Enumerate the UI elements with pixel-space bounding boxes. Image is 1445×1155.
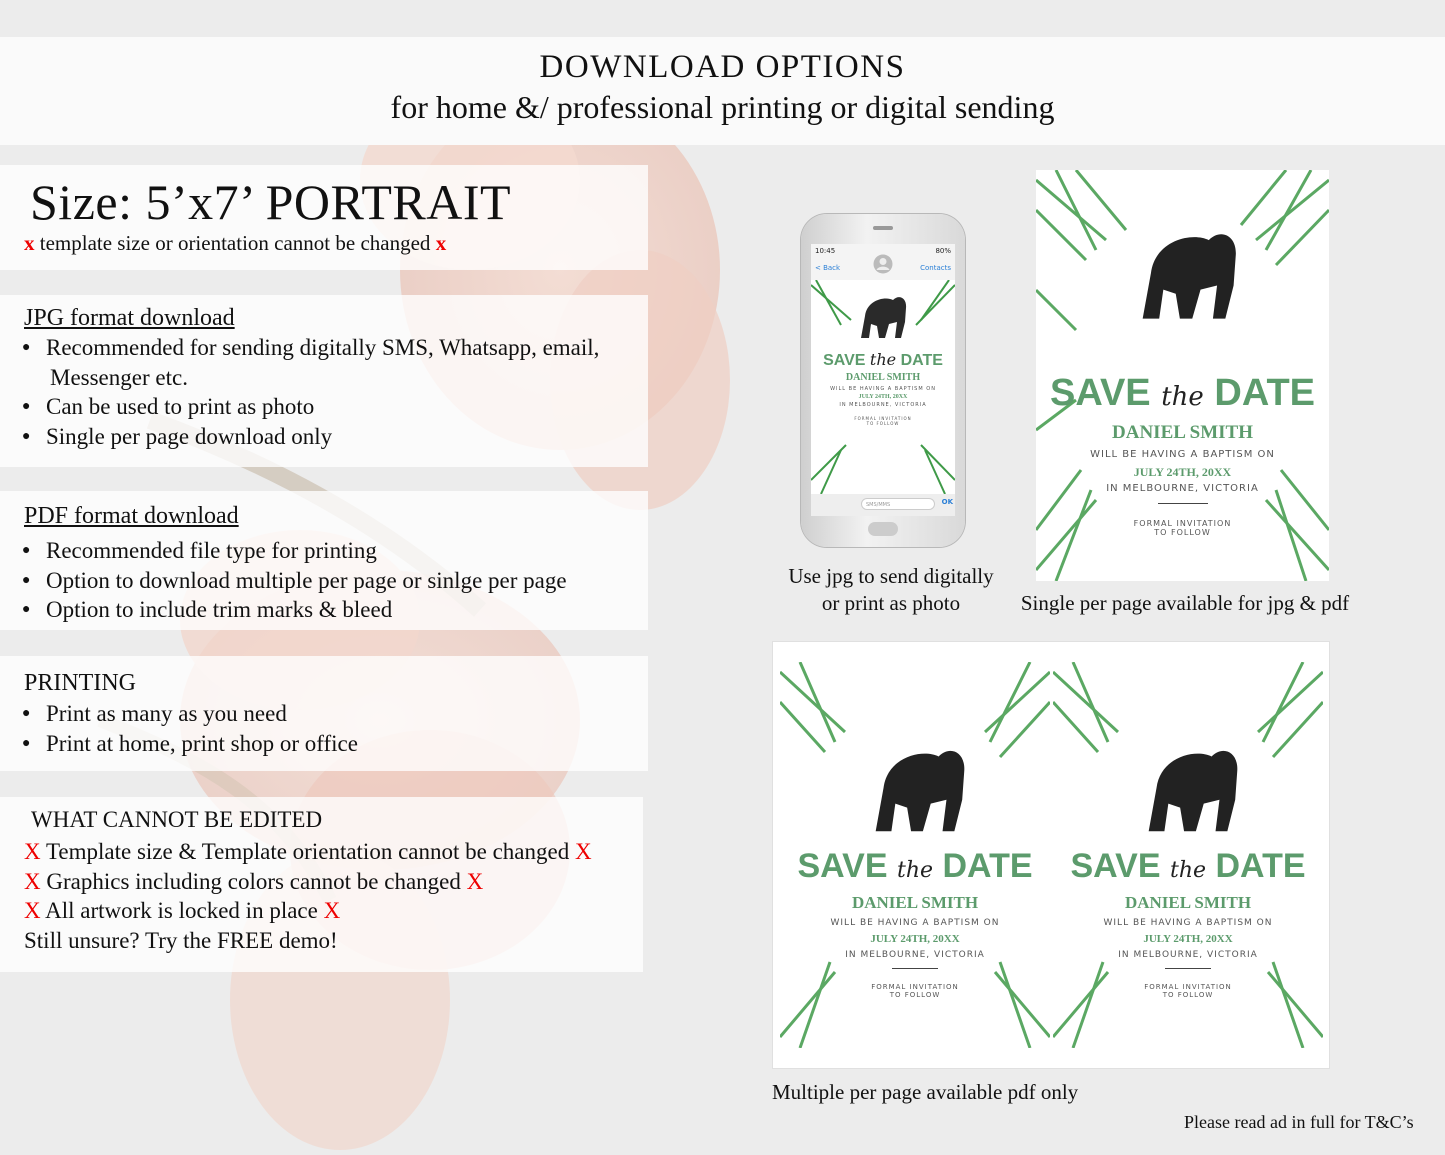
invite-location: IN MELBOURNE, VICTORIA bbox=[839, 402, 927, 408]
invite-title bbox=[1036, 372, 1329, 415]
gorilla-icon bbox=[851, 288, 911, 340]
invite-location: IN MELBOURNE, VICTORIA bbox=[1106, 483, 1259, 494]
list-item: ● Print as many as you need bbox=[22, 699, 358, 729]
invite-formal1: FORMAL INVITATION bbox=[871, 983, 959, 991]
list-item: ● Recommended for sending digitally SMS, Whatsapp, email, bbox=[22, 333, 599, 363]
avatar-icon bbox=[873, 254, 893, 274]
invite-the: the bbox=[897, 858, 934, 883]
invite-save: SAVE bbox=[1070, 847, 1161, 885]
back-button[interactable]: < Back bbox=[815, 264, 841, 272]
invite-the: the bbox=[1170, 858, 1207, 883]
invite-line1: WILL BE HAVING A BAPTISM ON bbox=[1103, 918, 1273, 928]
contacts-link[interactable]: Contacts bbox=[920, 264, 951, 272]
list-item: ● Can be used to print as photo bbox=[22, 392, 599, 422]
x-mark: x bbox=[24, 231, 35, 255]
invite-line1: WILL BE HAVING A BAPTISM ON bbox=[830, 918, 1000, 928]
x-mark: X bbox=[24, 898, 41, 923]
invite-title bbox=[811, 350, 955, 370]
jpg-title: JPG format download bbox=[24, 305, 235, 331]
invite-date-word: DATE bbox=[1214, 372, 1315, 414]
invite-date-word: DATE bbox=[1215, 847, 1306, 885]
invite-date-word: DATE bbox=[942, 847, 1033, 885]
size-panel bbox=[0, 165, 648, 270]
speaker-icon bbox=[873, 226, 893, 230]
x-mark: X bbox=[323, 898, 341, 923]
invite-location: IN MELBOURNE, VICTORIA bbox=[1118, 950, 1258, 960]
multiple-caption: Multiple per page available pdf only bbox=[772, 1080, 1079, 1104]
invite-the: the bbox=[1161, 382, 1204, 412]
printing-panel bbox=[0, 656, 648, 771]
pdf-bullets bbox=[22, 536, 567, 625]
phone-caption-line1: Use jpg to send digitally bbox=[788, 564, 994, 588]
cannot-edit-line bbox=[24, 869, 483, 895]
list-item: ● Option to include trim marks & bleed bbox=[22, 595, 567, 625]
invite-line1: WILL BE HAVING A BAPTISM ON bbox=[830, 386, 936, 392]
x-mark: X bbox=[574, 839, 592, 864]
invite-formal1: FORMAL INVITATION bbox=[1144, 983, 1232, 991]
invite-name: DANIEL SMITH bbox=[851, 893, 979, 912]
invite-save: SAVE bbox=[797, 847, 888, 885]
page-subtitle: for home &/ professional printing or digital sending bbox=[390, 89, 1055, 125]
list-item: ● Print at home, print shop or office bbox=[22, 729, 358, 759]
single-caption: Single per page available for jpg & pdf bbox=[1020, 591, 1350, 615]
multiple-sheet bbox=[773, 642, 1329, 1068]
cannot-edit-text: Graphics including colors cannot be changed bbox=[46, 869, 461, 894]
printing-title: PRINTING bbox=[24, 670, 136, 696]
x-mark: X bbox=[24, 869, 41, 894]
ok-button[interactable]: OK bbox=[941, 498, 953, 506]
size-title: Size: 5’x7’ PORTRAIT bbox=[30, 174, 512, 230]
invite-name: DANIEL SMITH bbox=[1112, 422, 1253, 443]
invite-formal2: TO FOLLOW bbox=[1154, 528, 1211, 537]
list-item: ● Recommended file type for printing bbox=[22, 536, 567, 566]
gorilla-icon bbox=[856, 732, 974, 836]
sms-input[interactable]: SMS/MMS bbox=[861, 498, 935, 510]
printing-bullets bbox=[22, 699, 358, 758]
invite-formal2: TO FOLLOW bbox=[1162, 991, 1214, 999]
jpg-panel bbox=[0, 295, 648, 467]
invite-save: SAVE bbox=[823, 352, 866, 369]
invite-name: DANIEL SMITH bbox=[845, 372, 921, 383]
invite-date-word: DATE bbox=[900, 352, 943, 369]
sms-bar bbox=[811, 494, 955, 516]
invite-formal1: FORMAL INVITATION bbox=[854, 416, 912, 421]
invite-formal1: FORMAL INVITATION bbox=[1133, 519, 1232, 528]
divider bbox=[1165, 968, 1211, 969]
invite-the: the bbox=[869, 350, 897, 369]
footnote: Please read ad in full for T&C’s bbox=[1184, 1112, 1414, 1132]
x-mark: x bbox=[435, 231, 447, 255]
invite-title bbox=[780, 847, 1050, 886]
demo-line: Still unsure? Try the FREE demo! bbox=[24, 928, 338, 953]
cannot-edit-text: All artwork is locked in place bbox=[45, 898, 318, 923]
phone-caption-line2: or print as photo bbox=[821, 591, 961, 615]
size-note-text: template size or orientation cannot be changed bbox=[39, 231, 431, 255]
divider bbox=[892, 968, 938, 969]
cannot-edit-line bbox=[24, 898, 340, 924]
cannot-edit-title: WHAT CANNOT BE EDITED bbox=[31, 807, 323, 832]
phone-battery: 80% bbox=[935, 247, 951, 255]
cannot-edit-text: Template size & Template orientation cannot be changed bbox=[45, 839, 570, 864]
home-button bbox=[868, 522, 898, 536]
gorilla-icon bbox=[1129, 732, 1247, 836]
invite-formal2: TO FOLLOW bbox=[866, 421, 900, 426]
list-item: ● Option to download multiple per page or sinlge per page bbox=[22, 566, 567, 596]
header-banner bbox=[0, 37, 1445, 145]
invite-location: IN MELBOURNE, VICTORIA bbox=[845, 950, 985, 960]
invite-formal2: TO FOLLOW bbox=[889, 991, 941, 999]
multi-invitation-1 bbox=[780, 662, 1050, 1048]
phone-status-bar bbox=[811, 244, 955, 280]
invite-date: JULY 24TH, 20XX bbox=[1143, 933, 1233, 945]
cannot-edit-line bbox=[24, 839, 592, 865]
jpg-continuation: Messenger etc. bbox=[50, 364, 188, 390]
page-title: DOWNLOAD OPTIONS bbox=[539, 49, 906, 85]
invite-date: JULY 24TH, 20XX bbox=[1133, 465, 1232, 479]
x-mark: X bbox=[24, 839, 41, 864]
gorilla-icon bbox=[1122, 214, 1246, 324]
invite-date: JULY 24TH, 20XX bbox=[870, 933, 960, 945]
invite-date: JULY 24TH, 20XX bbox=[858, 394, 908, 400]
single-invitation bbox=[1036, 170, 1329, 581]
pdf-panel bbox=[0, 491, 648, 630]
phone-time: 10:45 bbox=[815, 247, 836, 255]
multi-invitation-2 bbox=[1053, 662, 1323, 1048]
jpg-bullets bbox=[22, 333, 599, 451]
phone-invitation bbox=[811, 280, 955, 494]
invite-save: SAVE bbox=[1049, 372, 1151, 414]
invite-line1: WILL BE HAVING A BAPTISM ON bbox=[1090, 449, 1275, 460]
phone-caption bbox=[780, 563, 1002, 617]
list-item-continuation bbox=[22, 363, 599, 393]
smartphone-icon bbox=[801, 214, 965, 547]
cannot-edit-panel bbox=[0, 797, 643, 972]
divider bbox=[1158, 503, 1208, 504]
phone-screen bbox=[811, 244, 955, 516]
list-item: ● Single per page download only bbox=[22, 422, 599, 452]
invite-name: DANIEL SMITH bbox=[1124, 893, 1252, 912]
invite-title bbox=[1053, 847, 1323, 886]
x-mark: X bbox=[466, 869, 484, 894]
pdf-title: PDF format download bbox=[24, 503, 239, 529]
size-note bbox=[24, 231, 446, 256]
